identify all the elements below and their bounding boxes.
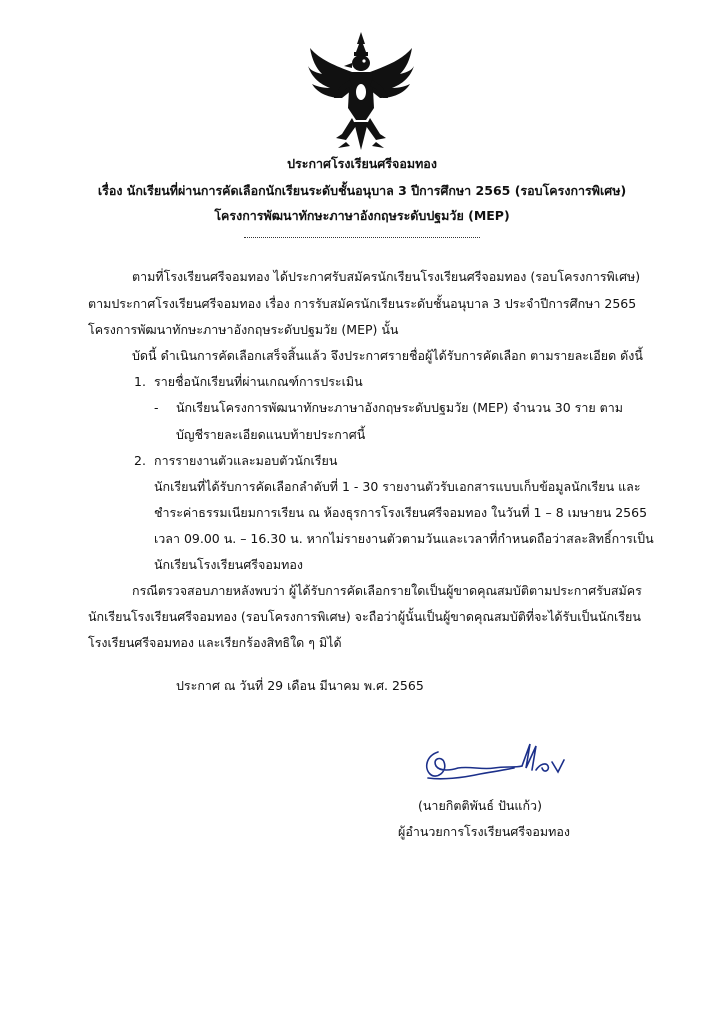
program-name: โครงการพัฒนาทักษะภาษาอังกฤษระดับปฐมวัย (MEP) <box>214 208 510 223</box>
signer-position: ผู้อำนวยการโรงเรียนศรีจอมทอง <box>398 824 570 839</box>
signature-icon <box>418 738 578 798</box>
item-2-number: 2. <box>134 453 146 468</box>
garuda-emblem-icon <box>306 30 416 152</box>
item-1-label: รายชื่อนักเรียนที่ผ่านเกณฑ์การประเมิน <box>154 374 363 389</box>
dotted-divider <box>244 237 480 238</box>
announcement-title: ประกาศโรงเรียนศรีจอมทอง <box>287 156 437 171</box>
intro-line-1: ตามที่โรงเรียนศรีจอมทอง ได้ประกาศรับสมัครนักเรียนโรงเรียนศรีจอมทอง (รอบโครงการพิเศษ) <box>132 269 641 284</box>
intro-line-2: ตามประกาศโรงเรียนศรีจอมทอง เรื่อง การรับสมัครนักเรียนระดับชั้นอนุบาล 3 ประจำปีการศึกษา 2565 <box>88 296 637 311</box>
item-2-detail-4: นักเรียนโรงเรียนศรีจอมทอง <box>154 557 303 572</box>
signer-name: (นายกิตติพันธ์ ปันแก้ว) <box>418 798 542 813</box>
announcement-date: ประกาศ ณ วันที่ 29 เดือน มีนาคม พ.ศ. 2565 <box>176 678 424 693</box>
item-2-label: การรายงานตัวและมอบตัวนักเรียน <box>154 453 338 468</box>
closing-line-2: นักเรียนโรงเรียนศรีจอมทอง (รอบโครงการพิเศษ) จะถือว่าผู้นั้นเป็นผู้ขาดคุณสมบัติที่จะได้รับเป็นนักเรียน <box>88 609 641 624</box>
item-2-detail-2: ชำระค่าธรรมเนียมการเรียน ณ ห้องธุรการโรงเรียนศรีจอมทอง ในวันที่ 1 – 8 เมษายน 2565 <box>154 505 648 520</box>
announcement-subject: เรื่อง นักเรียนที่ผ่านการคัดเลือกนักเรียนระดับชั้นอนุบาล 3 ปีการศึกษา 2565 (รอบโครงการพิเศษ) <box>97 183 627 198</box>
item-2-detail-3: เวลา 09.00 น. – 16.30 น. หากไม่รายงานตัวตามวันและเวลาที่กำหนดถือว่าสละสิทธิ์การเป็น <box>154 531 654 546</box>
item-2-detail-1: นักเรียนที่ได้รับการคัดเลือกลำดับที่ 1 - 30 รายงานตัวรับเอกสารแบบเก็บข้อมูลนักเรียน และ <box>154 479 641 494</box>
closing-line-1: กรณีตรวจสอบภายหลังพบว่า ผู้ได้รับการคัดเลือกรายใดเป็นผู้ขาดคุณสมบัติตามประกาศรับสมัคร <box>132 583 642 598</box>
item-1-detail-2: บัญชีรายละเอียดแนบท้ายประกาศนี้ <box>176 427 366 442</box>
announcement-line: บัดนี้ ดำเนินการคัดเลือกเสร็จสิ้นแล้ว จึงประกาศรายชื่อผู้ได้รับการคัดเลือก ตามรายละเอียด ดังนี้ <box>132 348 643 363</box>
item-1-number: 1. <box>134 374 146 389</box>
item-1-dash: - <box>154 400 159 415</box>
closing-line-3: โรงเรียนศรีจอมทอง และเรียกร้องสิทธิใด ๆ มิได้ <box>88 635 342 650</box>
intro-line-3: โครงการพัฒนาทักษะภาษาอังกฤษระดับปฐมวัย (MEP) นั้น <box>88 322 399 337</box>
item-1-detail-1: นักเรียนโครงการพัฒนาทักษะภาษาอังกฤษระดับปฐมวัย (MEP) จำนวน 30 ราย ตาม <box>176 400 624 415</box>
